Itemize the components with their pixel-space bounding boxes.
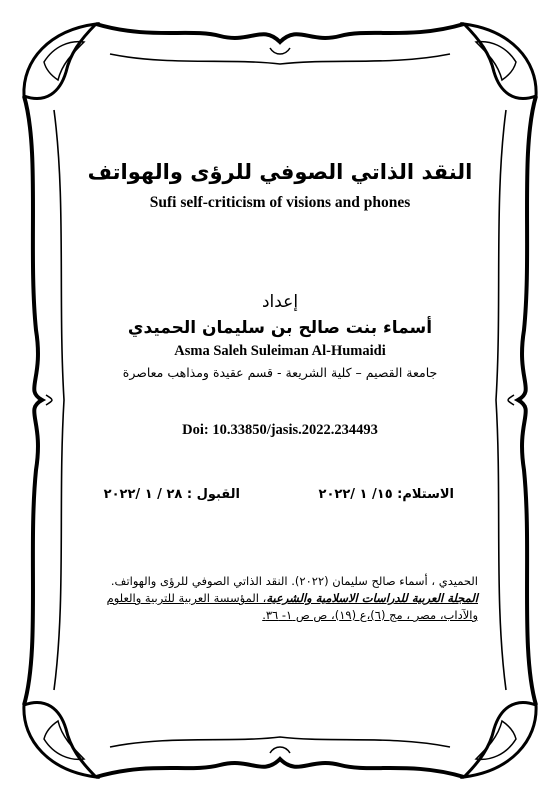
author-affiliation: جامعة القصيم – كلية الشريعة - قسم عقيدة ومذاهب معاصرة	[122, 365, 438, 380]
author-name-arabic: أسماء بنت صالح بن سليمان الحميدي	[127, 318, 433, 338]
citation-block	[83, 573, 478, 624]
accepted-date: القبول : ٢٨ / ١ /٢٠٢٢	[103, 487, 240, 502]
title-arabic: النقد الذاتي الصوفي للرؤى والهواتف	[87, 160, 473, 184]
doi-text[interactable]: Doi: 10.33850/jasis.2022.234493	[182, 422, 378, 438]
journal-name: المجلة العربية للدراسات الاسلامية والشرعية	[266, 591, 478, 605]
received-date: الاستلام: ١٥/ ١ /٢٠٢٢	[318, 487, 454, 502]
title-english: Sufi self-criticism of visions and phones	[149, 194, 411, 211]
author-name-english: Asma Saleh Suleiman Al-Humaidi	[174, 343, 386, 359]
prepared-by-label: إعداد	[261, 292, 299, 312]
citation-text: الحميدي ، أسماء صالح سليمان (٢٠٢٢). النقد الذاتي الصوفي للرؤى والهواتف.	[110, 574, 478, 588]
citation-details: ، المؤسسة العربية للتربية والعلوم والآداب، مصر ، مج (٦)،ع (١٩)، ص ص ١- ٣٦.	[106, 591, 478, 622]
